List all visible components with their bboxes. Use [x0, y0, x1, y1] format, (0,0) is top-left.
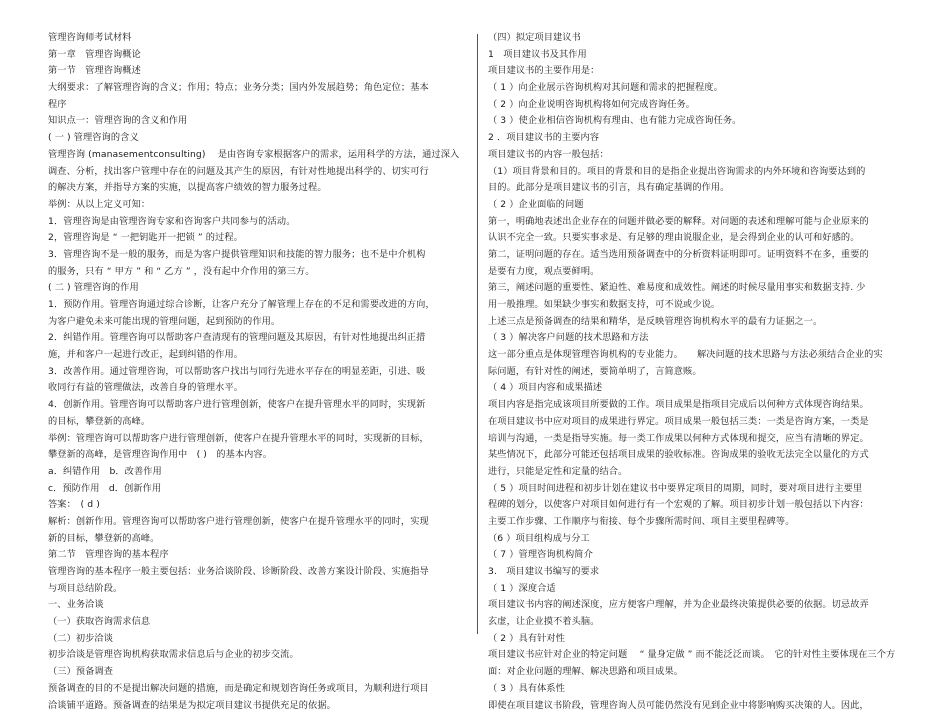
text-line: ( 一 ) 管理咨询的含义	[48, 130, 468, 147]
text-line: a．纠错作用 b．改善作用	[48, 464, 468, 481]
text-line: 项目建议书的主要作用是：	[488, 63, 908, 80]
text-line: 调查、分析，找出客户管理中存在的问题及其产生的原因，有针对性地提出科学的、切实可行	[48, 164, 468, 181]
text-line: 与项目总结阶段。	[48, 581, 468, 598]
text-line: 认识不完全一致。只要实事求是、有足够的理由说服企业，是会得到企业的认可和好感的。	[488, 230, 908, 247]
text-line: ( 二 ) 管理咨询的作用	[48, 280, 468, 297]
text-line: 培训与沟通，一类是指导实施。每一类工作成果以何种方式体现和提交，应当有清晰的界定。	[488, 431, 908, 448]
text-line: 上述三点是预备调查的结果和精华，是反映管理咨询机构水平的最有力证据之一。	[488, 314, 908, 331]
text-line: 1．管理咨询是由管理咨询专家和咨询客户共同参与的活动。	[48, 214, 468, 231]
text-line: 管理咨询 (manasementconsulting) 是由咨询专家根据客户的需求，运用科学的方法，通过深入	[48, 147, 468, 164]
text-line: 答案： ( d )	[48, 497, 468, 514]
text-line: 1．预防作用。管理咨询通过综合诊断，让客户充分了解管理上存在的不足和需要改进的方向，	[48, 297, 468, 314]
text-line: 用一般推理。如果缺少事实和数据支持，可不说或少说。	[488, 297, 908, 314]
text-line: （二）初步洽谈	[48, 631, 468, 648]
text-line: （ 7 ）管理咨询机构简介	[488, 547, 908, 564]
text-line: 的解决方案，并指导方案的实施，以提高客户绩效的智力服务过程。	[48, 180, 468, 197]
text-line: 项目建议书的内容一般包括：	[488, 147, 908, 164]
text-line: 3．改善作用。通过管理咨询，可以帮助客户找出与同行先进水平存在的明显差距，引进、吸	[48, 364, 468, 381]
text-line: 洽谈铺平道路。预备调查的结果是为拟定项目建议书提供充足的依据。	[48, 698, 468, 714]
text-line: 第二节 管理咨询的基本程序	[48, 547, 468, 564]
text-line: （ 3 ）解决客户问题的技术思路和方法	[488, 330, 908, 347]
text-line: 管理咨询师考试材料	[48, 30, 468, 47]
text-line: 际问题，有针对性的阐述，要简单明了，言简意赅。	[488, 364, 908, 381]
text-line: 项目建议书内容的阐述深度，应方便客户理解，并为企业最终决策提供必要的依据。切忌故弄	[488, 597, 908, 614]
text-line: 2．纠错作用。管理咨询可以帮助客户查清现有的管理问题及其原因，有针对性地提出纠正措	[48, 330, 468, 347]
left-text-column	[48, 30, 468, 714]
text-line: （1）项目背景和目的。项目的背景和目的是指企业提出咨询需求的内外环境和咨询要达到的	[488, 164, 908, 181]
text-line: 4．创新作用。管理咨询可以帮助客户进行管理创新，使客户在提升管理水平的同时，实现新	[48, 397, 468, 414]
text-line: 初步洽谈是管理咨询机构获取需求信息后与企业的初步交流。	[48, 647, 468, 664]
text-line: 某些情况下，此部分可能还包括项目成果的验收标准。咨询成果的验收无法完全以量化的方式	[488, 447, 908, 464]
text-line: （ 2 ）向企业说明咨询机构将如何完成咨询任务。	[488, 97, 908, 114]
text-line: （ 2 ）具有针对性	[488, 631, 908, 648]
text-line: 一、业务洽谈	[48, 597, 468, 614]
text-line: 第一节 管理咨询概述	[48, 63, 468, 80]
text-line: 知识点一：管理咨询的含义和作用	[48, 113, 468, 130]
text-line: （ 4 ）项目内容和成果描述	[488, 380, 908, 397]
text-line: 第二，证明问题的存在。适当选用预备调查中的分析资料证明即可。证明资料不在多，重要的	[488, 247, 908, 264]
text-line: （ 2 ）企业面临的问题	[488, 197, 908, 214]
text-line: 是要有力度，观点要鲜明。	[488, 264, 908, 281]
text-line: 这一部分重点是体现管理咨询机构的专业能力。 解决问题的技术思路与方法必须结合企业的实	[488, 347, 908, 364]
text-line: 管理咨询的基本程序一般主要包括：业务洽谈阶段、诊断阶段、改善方案设计阶段、实施指导	[48, 564, 468, 581]
text-line: 3．管理咨询不是一般的服务，而是为客户提供管理知识和技能的智力服务；也不是中介机构	[48, 247, 468, 264]
text-line: （三）预备调查	[48, 664, 468, 681]
text-line: 项目建议书应针对企业的特定问题 “ 量身定做 ” 而不能泛泛而谈。 它的针对性主要体现在三个方	[488, 647, 908, 664]
column-divider	[477, 34, 478, 634]
text-line: 攀登新的高峰，是管理咨询作用中 ( ) 的基本内容。	[48, 447, 468, 464]
text-line: （6 ）项目组构成与分工	[488, 531, 908, 548]
text-line: （ 5 ）项目时间进程和初步计划在建议书中要界定项目的周期，同时，要对项目进行主要里	[488, 481, 908, 498]
text-line: 第一，明确地表述出企业存在的问题并做必要的解释。对问题的表述和理解可能与企业原来的	[488, 214, 908, 231]
text-line: 第三，阐述问题的重要性、紧迫性、难易度和成效性。阐述的时候尽量用事实和数据支持. 少	[488, 280, 908, 297]
text-line: 2 ．项目建议书的主要内容	[488, 130, 908, 147]
text-line: 大纲要求：了解管理咨询的含义；作用；特点；业务分类；国内外发展趋势；角色定位；基本	[48, 80, 468, 97]
text-line: 3. 项目建议书编写的要求	[488, 564, 908, 581]
text-line: 程碑的划分，以使客户对项目如何进行有一个宏观的了解。项目初步计划一般包括以下内容：	[488, 497, 908, 514]
text-line: 的目标，攀登新的高峰。	[48, 414, 468, 431]
text-line: 进行，只能是定性和定量的结合。	[488, 464, 908, 481]
text-line: 举例：从以上定义可知：	[48, 197, 468, 214]
text-line: c．预防作用 d．创新作用	[48, 481, 468, 498]
text-line: 新的目标，攀登新的高峰。	[48, 531, 468, 548]
text-line: 为客户避免未来可能出现的管理问题，起到预防的作用。	[48, 314, 468, 331]
text-line: 举例：管理咨询可以帮助客户进行管理创新，使客户在提升管理水平的同时，实现新的目标，	[48, 431, 468, 448]
text-line: 目的。此部分是项目建议书的引言，具有确定基调的作用。	[488, 180, 908, 197]
text-line: 在项目建议书中应对项目的成果进行界定。项目成果一般包括三类：一类是咨询方案，一类是	[488, 414, 908, 431]
text-line: （ 1 ）深度合适	[488, 581, 908, 598]
text-line: （四）拟定项目建议书	[488, 30, 908, 47]
text-line: 施，并和客户一起进行改正，起到纠错的作用。	[48, 347, 468, 364]
text-line: （ 1 ）向企业展示咨询机构对其问题和需求的把握程度。	[488, 80, 908, 97]
text-line: 解析：创新作用。管理咨询可以帮助客户进行管理创新，使客户在提升管理水平的同时，实现	[48, 514, 468, 531]
text-line: 面：对企业问题的理解、解决思路和项目成果。	[488, 664, 908, 681]
text-line: 玄虚，让企业摸不着头脑。	[488, 614, 908, 631]
text-line: 程序	[48, 97, 468, 114]
text-line: 的服务，只有 “ 甲方 ” 和 “ 乙方 ” ，没有起中介作用的第三方。	[48, 264, 468, 281]
text-line: （一）获取咨询需求信息	[48, 614, 468, 631]
text-line: 1 项目建议书及其作用	[488, 47, 908, 64]
text-line: 即使在项目建议书阶段，管理咨询人员可能仍然没有见到企业中将影响购买决策的人。因此，	[488, 698, 908, 714]
text-line: （ 3 ）具有体系性	[488, 681, 908, 698]
text-line: 主要工作步骤、工作顺序与衔接、每个步骤所需时间、项目主要里程碑等。	[488, 514, 908, 531]
text-line: 预备调查的目的不是提出解决问题的措施，而是确定和规划咨询任务或项目，为顺利进行项目	[48, 681, 468, 698]
text-line: （ 3 ）使企业相信咨询机构有理由、也有能力完成咨询任务。	[488, 113, 908, 130]
text-line: 第一章 管理咨询概论	[48, 47, 468, 64]
right-text-column	[488, 30, 908, 714]
text-line: 2，管理咨询是 “ 一把钥匙开一把锁 ” 的过程。	[48, 230, 468, 247]
text-line: 项目内容是指完成该项目所要做的工作。项目成果是指项目完成后以何种方式体现咨询结果。	[488, 397, 908, 414]
text-line: 收同行有益的管理做法，改善自身的管理水平。	[48, 380, 468, 397]
